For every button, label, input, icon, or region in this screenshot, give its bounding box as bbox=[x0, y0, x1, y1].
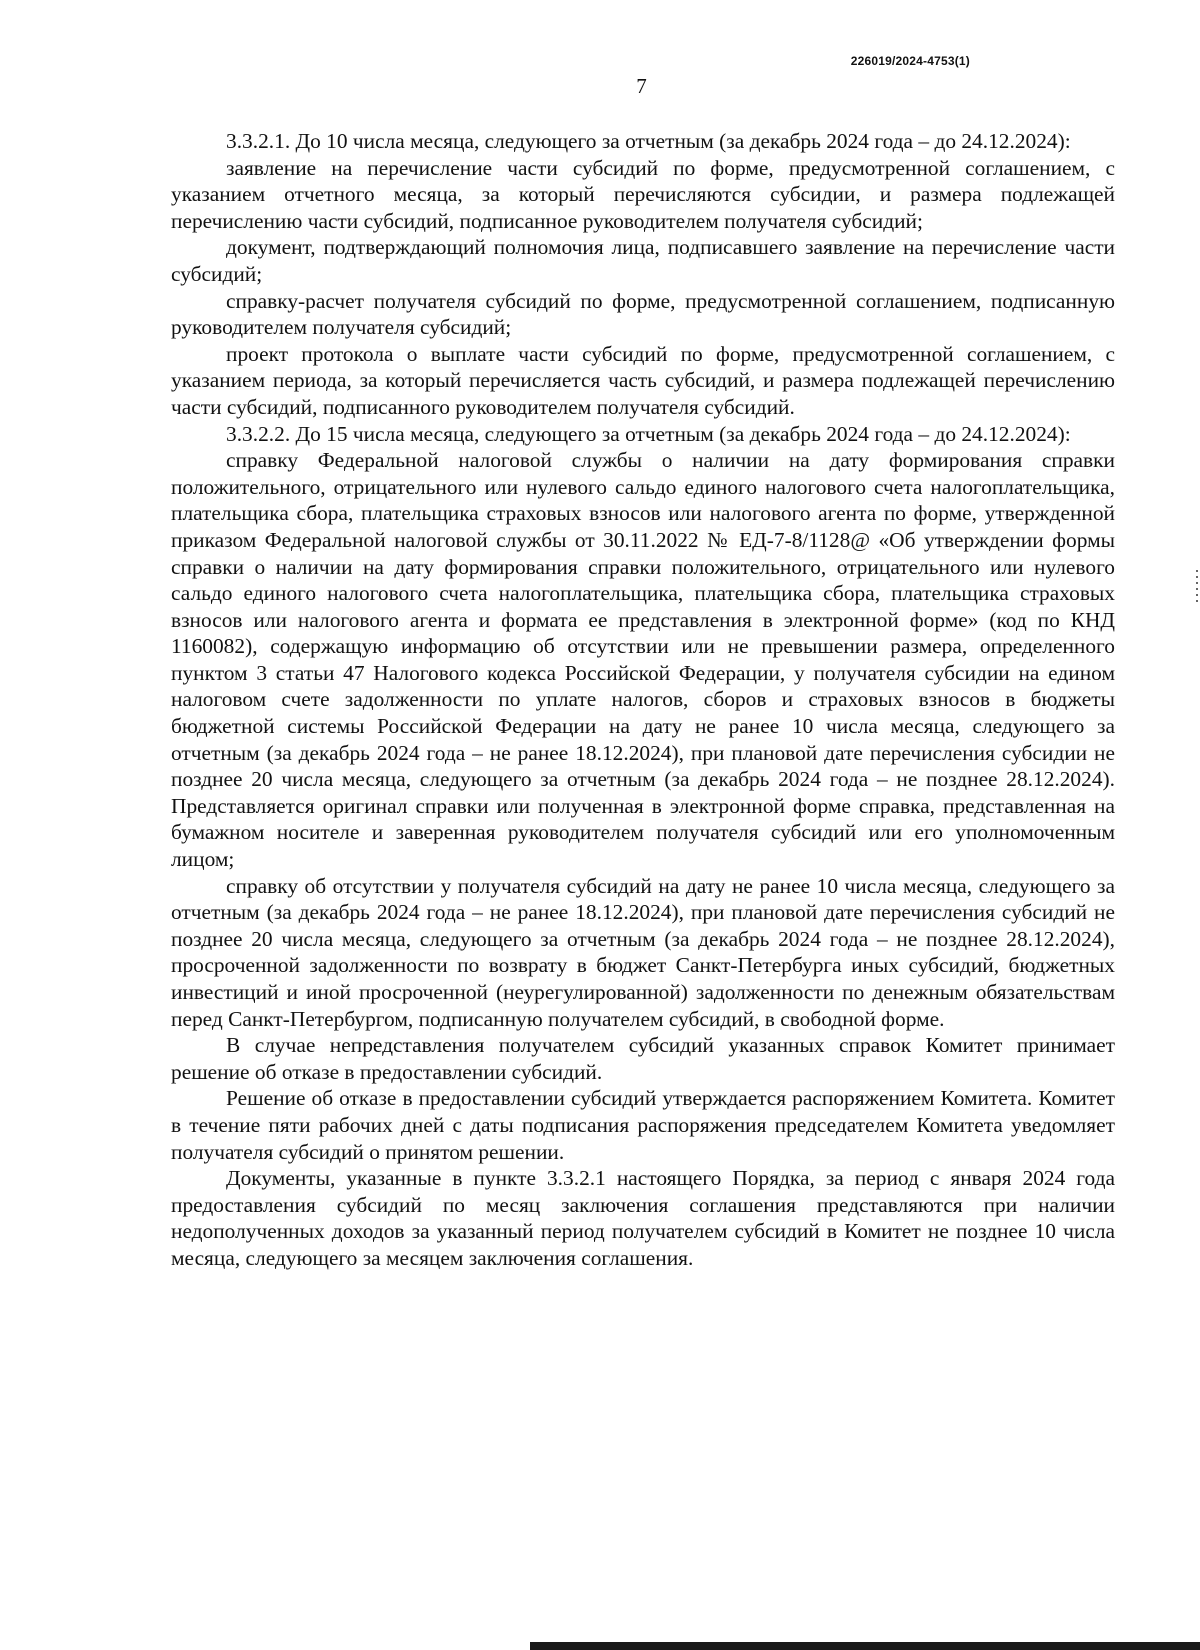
document-body bbox=[171, 128, 1115, 1272]
scan-edge-marks bbox=[1196, 570, 1198, 604]
paragraph-debt-certificate: справку об отсутствии у получателя субсидий на дату не ранее 10 числа месяца, следующего за отчетным (за декабрь 2024 года – не ранее 18.12.2024), при плановой дате перечисления субсидий не позднее 20 числа месяца, следующего за отчетным (за декабрь 2024 года – не позднее 28.12.2024), просроченной задолженности по возврату в бюджет Санкт-Петербурга иных субсидий, бюджетных инвестиций и иной просроченной (неурегулированной) задолженности по денежным обязательствам перед Санкт-Петербургом, подписанную получателем субсидий, в свободной форме. bbox=[171, 873, 1115, 1031]
paragraph-authority-document: документ, подтверждающий полномочия лица, подписавшего заявление на перечисление части субсидий; bbox=[171, 235, 1115, 286]
document-reference-number: 226019/2024-4753(1) bbox=[850, 54, 970, 68]
paragraph-tax-certificate: справку Федеральной налоговой службы о наличии на дату формирования справки положительного, отрицательного или нулевого сальдо единого налогового счета налогоплательщика, плательщика сбора, плательщика страховых взносов или налогового агента по форме, утвержденной приказом Федеральной налоговой службы от 30.11.2022 № ЕД-7-8/1128@ «Об утверждении формы справки о наличии на дату формирования справки положительного, отрицательного или нулевого сальдо единого налогового счета налогоплательщика, плательщика сбора, плательщика страховых взносов или налогового агента и формата ее представления в электронной форме» (код по КНД 1160082), содержащую информацию об отсутствии или не превышении размера, определенного пунктом 3 статьи 47 Налогового кодекса Российской Федерации, у получателя субсидии на едином налоговом счете задолженности по уплате налогов, сборов и страховых взносов в бюджеты бюджетной системы Российской Федерации на дату не ранее 10 числа месяца, следующего за отчетным (за декабрь 2024 года – не ранее 18.12.2024), при плановой дате перечисления субсидии не позднее 20 числа месяца, следующего за отчетным (за декабрь 2024 года – не позднее 28.12.2024). Представляется оригинал справки или полученная в электронной форме справка, представленная на бумажном носителе и заверенная руководителем получателя субсидий или его уполномоченным лицом; bbox=[171, 448, 1115, 872]
paragraph-refusal-case: В случае непредставления получателем субсидий указанных справок Комитет принимает решение об отказе в предоставлении субсидий. bbox=[171, 1033, 1115, 1084]
page-number: 7 bbox=[636, 74, 647, 98]
paragraph-refusal-decision: Решение об отказе в предоставлении субсидий утверждается распоряжением Комитета. Комитет в течение пяти рабочих дней с даты подписания распоряжения председателем Комитета уведомляет получателя субсидий о принятом решении. bbox=[171, 1086, 1115, 1164]
paragraph-documents-period: Документы, указанные в пункте 3.3.2.1 настоящего Порядка, за период с января 2024 года предоставления субсидий по месяц заключения соглашения представляются при наличии недополученных доходов за указанный период получателем субсидий в Комитет не позднее 10 числа месяца, следующего за месяцем заключения соглашения. bbox=[171, 1166, 1115, 1270]
paragraph-3-3-2-1-heading: 3.3.2.1. До 10 числа месяца, следующего за отчетным (за декабрь 2024 года – до 24.12.2024): bbox=[226, 129, 1071, 153]
paragraph-draft-protocol: проект протокола о выплате части субсидий по форме, предусмотренной соглашением, с указанием периода, за который перечисляется часть субсидий, и размера подлежащей перечислению части субсидий, подписанного руководителем получателя субсидий. bbox=[171, 341, 1115, 419]
paragraph-3-3-2-2-heading: 3.3.2.2. До 15 числа месяца, следующего за отчетным (за декабрь 2024 года – до 24.12.2024): bbox=[226, 421, 1071, 446]
paragraph-application: заявление на перечисление части субсидий по форме, предусмотренной соглашением, с указанием отчетного месяца, за который перечисляются субсидии, и размера подлежащей перечислению части субсидий, подписанное руководителем получателя субсидий; bbox=[171, 155, 1115, 233]
scan-bottom-edge bbox=[530, 1642, 1200, 1650]
paragraph-calculation-certificate: справку-расчет получателя субсидий по форме, предусмотренной соглашением, подписанную руководителем получателя субсидий; bbox=[171, 288, 1115, 340]
